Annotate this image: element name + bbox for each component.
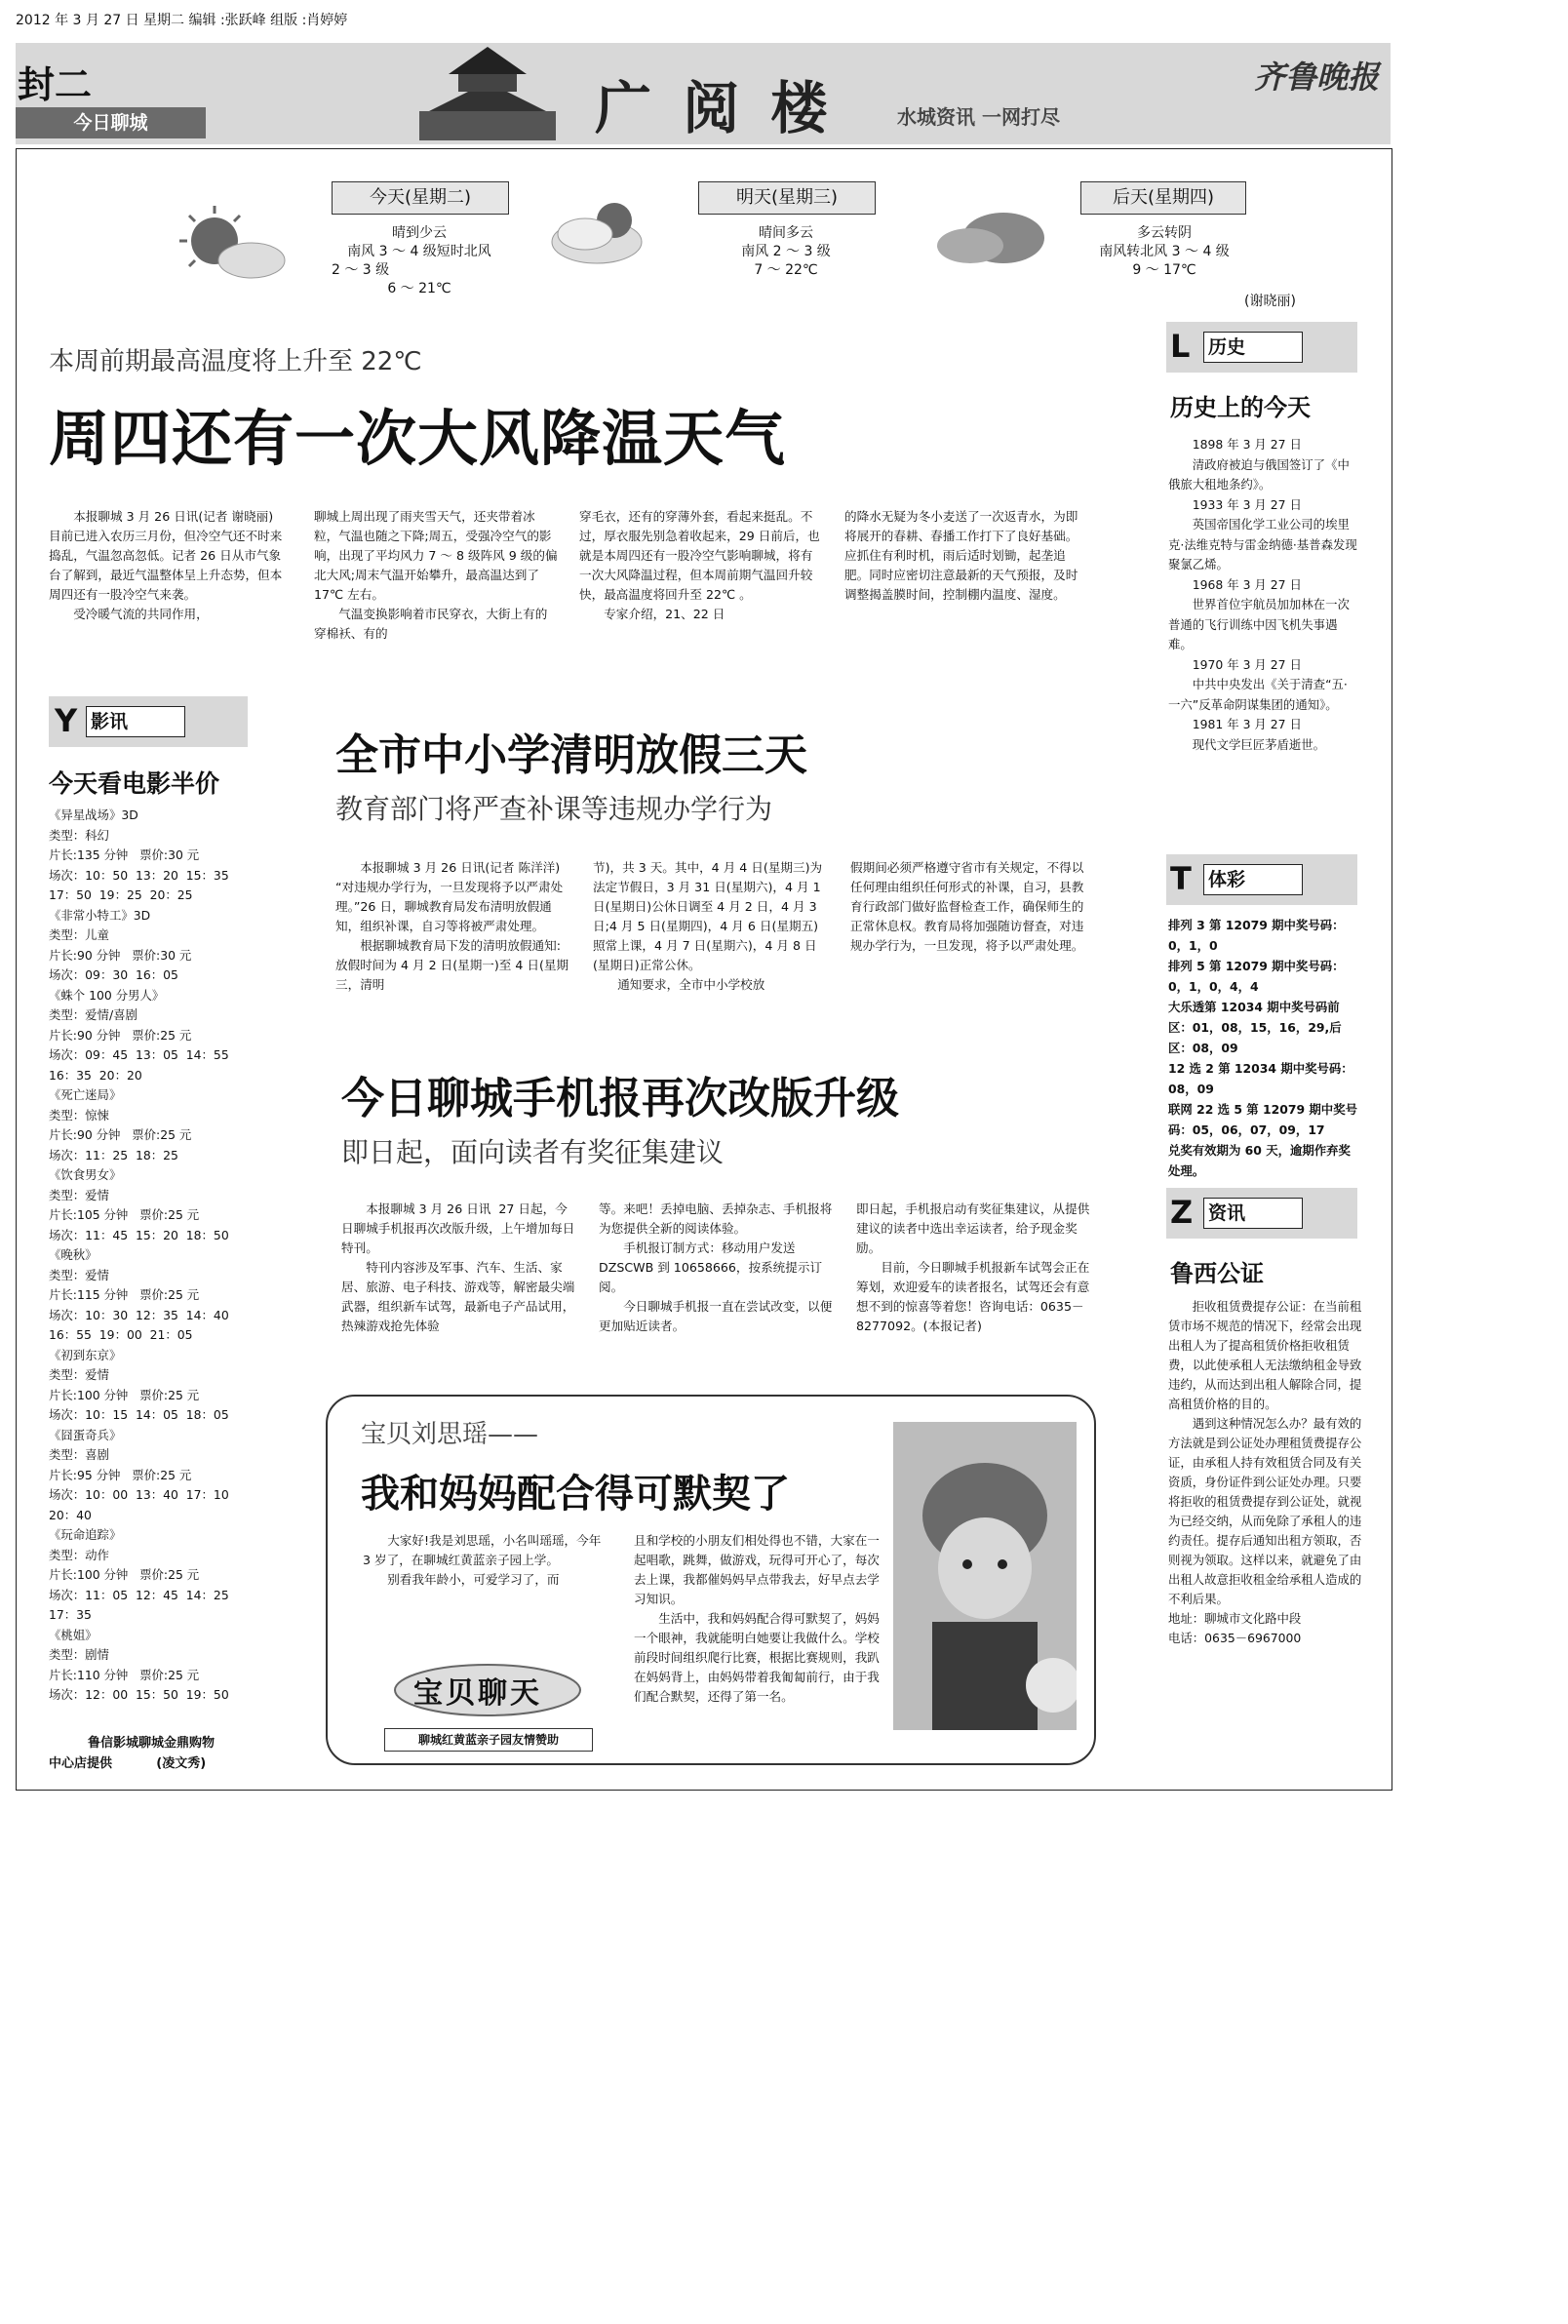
movie-line: 场次：10：50 13：20 15：35 xyxy=(49,867,229,883)
movie-line: 17：50 19：25 20：25 xyxy=(49,887,193,902)
movie-line: 片长:95 分钟 票价:25 元 xyxy=(49,1467,192,1482)
movie-line: 16：55 19：00 21：05 xyxy=(49,1327,193,1342)
holiday-column: 假期间必须严格遵守省市有关规定，不得以任何理由组织任何形式的补课，自习，县教育行政部门做好监督检查工作，确保师生的正常休息权。教育局将加强随访督查，对违规办学行为，一旦发现，将予以严肃处理。 xyxy=(850,860,1084,953)
sunny-cloud-icon xyxy=(176,200,293,292)
lead-headline: 周四还有一次大风降温天气 xyxy=(49,403,787,474)
notary-title: 鲁西公证 xyxy=(1170,1260,1264,1287)
history-title: 历史上的今天 xyxy=(1170,394,1311,421)
movie-line: 类型：喜剧 xyxy=(49,1447,109,1462)
section-name: 封二 xyxy=(18,63,93,106)
lead-column: 本报聊城 3 月 26 日讯(记者 谢晓丽) 目前已进入农历三月份，但冷空气还不时来捣乱，气温忽高忽低。记者 26 日从市气象台了解到，最近气温整体呈上升态势，但本周四还有一股冷空气来袭。 受冷暖气流的共同作用， xyxy=(49,509,283,621)
movie-line: 《非常小特工》3D xyxy=(49,907,151,923)
movie-line: 场次：12：00 15：50 19：50 xyxy=(49,1687,229,1702)
lead-column: 的降水无疑为冬小麦送了一次返青水，为即将展开的春耕、春播工作打下了良好基础。应抓住有利时机，雨后适时划锄，起垄追肥。同时应密切注意最新的天气预报，及时调整揭盖膜时间，控制棚内温度、湿度。 xyxy=(844,509,1078,602)
movie-line: 片长:90 分钟 票价:25 元 xyxy=(49,1127,192,1142)
movie-line: 片长:135 分钟 票价:30 元 xyxy=(49,847,200,862)
movie-line: 类型：科幻 xyxy=(49,827,109,843)
movie-line: 类型：爱情/喜剧 xyxy=(49,1007,137,1022)
movie-line: 《死亡迷局》 xyxy=(49,1087,122,1102)
movie-line: 片长:100 分钟 票价:25 元 xyxy=(49,1387,200,1402)
movie-line: 16：35 20：20 xyxy=(49,1067,142,1083)
movie-line: 场次：10：30 12：35 14：40 xyxy=(49,1307,229,1322)
forecast-day-after xyxy=(1047,224,1281,280)
banner-slogan: 水城资讯 一网打尽 xyxy=(897,105,1060,129)
movie-line: 类型：儿童 xyxy=(49,927,109,942)
movie-line: 场次：10：15 14：05 18：05 xyxy=(49,1407,229,1422)
movie-line: 《初到东京》 xyxy=(49,1347,122,1362)
brand-logo: 齐鲁晚报 xyxy=(1254,59,1380,96)
movie-line: 片长:115 分钟 票价:25 元 xyxy=(49,1287,200,1302)
baby-column: 且和学校的小朋友们相处得也不错，大家在一起唱歌，跳舞，做游戏，玩得可开心了，每次去上课，我都催妈妈早点带我去，好早点去学习知识。 生活中，我和妈妈配合得可默契了，妈妈一个眼神，我就能明白她要让我做什么。学校前段时间组织爬行比赛，根据比赛规则，我趴在妈妈背上，由妈妈带着我匍匐前行，由于我们配合默契，还得了第一名。 xyxy=(634,1533,880,1704)
movie-line: 片长:100 分钟 票价:25 元 xyxy=(49,1567,200,1582)
movie-credit: 中心店提供 (凌文秀) xyxy=(49,1756,207,1771)
movie-line: 场次：09：30 16：05 xyxy=(49,967,178,982)
movie-line: 片长:90 分钟 票价:30 元 xyxy=(49,947,192,963)
forecast-text: 多云转阴 xyxy=(1137,225,1192,241)
lottery-text: 排列 3 第 12079 期中奖号码：0，1，0 排列 5 第 12079 期中奖号码：0，1，0，4，4 大乐透第 12034 期中奖号码前区：01，08，15，16，29,后区：08，09 12 选 2 第 12034 期中奖号码：08，09 联网 22 选 5 第 12079 期中奖号码：05，06，07，09，17 兑奖有效期为 60 天，逾期作弃奖处理。 xyxy=(1168,918,1357,1178)
movie-line: 《晚秋》 xyxy=(49,1247,98,1262)
day-label-day-after: 后天(星期四) xyxy=(1080,181,1246,215)
forecast-today xyxy=(302,224,536,298)
sponsor-note: 聊城红黄蓝亲子园友情赞助 xyxy=(384,1728,593,1752)
mobile-column: 即日起，手机报启动有奖征集建议，从提供建议的读者中选出幸运读者，给予现金奖励。 目前，今日聊城手机报新车试驾会正在筹划，欢迎爱车的读者报名，试驾还会有意想不到的惊喜等着您！咨询电话：0635－8277092。(本报记者) xyxy=(856,1201,1090,1333)
movie-line: 场次：11：45 15：20 18：50 xyxy=(49,1227,229,1242)
movie-line: 类型：剧情 xyxy=(49,1647,109,1662)
movie-line: 类型：爱情 xyxy=(49,1267,109,1282)
forecast-text: 晴间多云 xyxy=(759,225,813,241)
forecast-text: 6 ～ 21℃ xyxy=(387,281,451,296)
movie-line: 20：40 xyxy=(49,1507,92,1522)
weather-credit: (谢晓丽) xyxy=(1244,294,1296,309)
forecast-text: 7 ～ 22℃ xyxy=(754,262,818,278)
holiday-column: 本报聊城 3 月 26 日讯(记者 陈洋洋) “对违规办学行为，一旦发现将予以严肃处理。”26 日，聊城教育局发布清明放假通知，组织补课，自习等将被严肃处理。 根据聊城教育局下发的清明放假通知:放假时间为 4 月 2 日(星期一)至 4 日(星期三，清明 xyxy=(335,860,569,992)
forecast-text: 南风 3 ～ 4 级短时北风 xyxy=(347,244,491,259)
section-letter: L xyxy=(1170,328,1191,365)
dateline: 2012 年 3 月 27 日 星期二 编辑 :张跃峰 组版 :肖婷婷 xyxy=(16,13,348,28)
mobile-subhead: 即日起，面向读者有奖征集建议 xyxy=(341,1136,725,1168)
movie-line: 类型：惊悚 xyxy=(49,1107,109,1123)
notary-text: 拒收租赁费提存公证：在当前租赁市场不规范的情况下，经常会出现出租人为了提高租赁价格拒收租赁费，以此使承租人无法缴纳租金导致违约，从而达到出租人解除合同，提高租赁价格的目的。 遇到这种情况怎么办？最有效的方法就是到公证处办理租赁费提存公证，由承租人持有效租赁合同及有关资质，身份证件到公证处办理。只要将拒收的租赁费提存到公证处，就视为已经交纳，从而免除了承租人的违约责任。提存后通知出租方领取，否则视为领取。这样以来，就避免了由出租人故意拒收租金给承租人造成的不利后果。 地址：聊城市文化路中段 电话：0635－6967000 xyxy=(1168,1299,1362,1645)
section-letter: Y xyxy=(55,702,78,739)
section-letter: T xyxy=(1170,860,1192,897)
movie-line: 片长:110 分钟 票价:25 元 xyxy=(49,1667,200,1682)
movie-line: 《饮食男女》 xyxy=(49,1167,122,1182)
subsection-badge: 今日聊城 xyxy=(16,107,206,138)
banner-title: 广 阅 楼 xyxy=(595,75,834,141)
movie-line: 《玩命追踪》 xyxy=(49,1527,122,1542)
forecast-text: 南风 2 ～ 3 级 xyxy=(741,244,831,259)
forecast-tomorrow xyxy=(669,224,903,280)
movie-title: 今天看电影半价 xyxy=(49,769,220,798)
forecast-text: 9 ～ 17℃ xyxy=(1132,262,1196,278)
day-label-today: 今天(星期二) xyxy=(332,181,509,215)
holiday-subhead: 教育部门将严查补课等违规办学行为 xyxy=(335,793,773,825)
movie-line: 场次：10：00 13：40 17：10 xyxy=(49,1487,229,1502)
movie-line: 场次：11：25 18：25 xyxy=(49,1147,178,1162)
baby-headline: 我和妈妈配合得可默契了 xyxy=(361,1472,790,1517)
holiday-column: 节)，共 3 天。其中，4 月 4 日(星期三)为法定节假日，3 月 31 日(星期六)，4 月 1 日(星期日)公休日调至 4 月 2 日，4 月 3 日;4 月 5 日(星期四)，4 月 6 日(星期五)照常上课，4 月 7 日(星期六)，4 月 8 日(星期日)正常公休。 通知要求，全市中小学校放 xyxy=(593,860,823,992)
section-label: 资讯 xyxy=(1203,1198,1303,1229)
tower-illustration xyxy=(390,43,585,140)
movie-line: 《桃姐》 xyxy=(49,1627,98,1642)
child-photo xyxy=(893,1422,1077,1730)
movie-line: 类型：爱情 xyxy=(49,1367,109,1382)
movie-line: 片长:105 分钟 票价:25 元 xyxy=(49,1207,200,1222)
movie-line: 《囧蛋奇兵》 xyxy=(49,1427,122,1442)
cloud-icon xyxy=(931,195,1058,277)
section-label: 体彩 xyxy=(1203,864,1303,895)
lead-kicker: 本周前期最高温度将上升至 22℃ xyxy=(49,347,422,376)
section-letter: Z xyxy=(1170,1194,1194,1231)
movie-list xyxy=(49,806,273,1706)
movie-line: 场次：11：05 12：45 14：25 xyxy=(49,1587,229,1602)
baby-chat-logo xyxy=(390,1653,585,1721)
forecast-text: 南风转北风 3 ～ 4 级 xyxy=(1099,244,1230,259)
section-label: 影讯 xyxy=(86,706,185,737)
movie-line: 类型：动作 xyxy=(49,1547,109,1562)
lead-column: 穿毛衣，还有的穿薄外套，看起来挺乱。不过，厚衣服先别急着收起来，29 日前后，也就是本周四还有一股冷空气影响聊城，将有一次大风降温过程，但本周前期气温回升较快，最高温度将回升至 22℃ 。 专家介绍，21、22 日 xyxy=(579,509,820,621)
sun-cloud-icon xyxy=(546,185,673,277)
movie-line: 《蛛个 100 分男人》 xyxy=(49,987,165,1003)
baby-kicker: 宝贝刘思瑶—— xyxy=(361,1420,539,1449)
day-label-tomorrow: 明天(星期三) xyxy=(698,181,876,215)
movie-line: 场次：09：45 13：05 14：55 xyxy=(49,1047,229,1062)
forecast-text: 2 ～ 3 级 xyxy=(332,262,390,278)
movie-credit: 鲁信影城聊城金鼎购物 xyxy=(88,1736,216,1751)
history-text: 1898 年 3 月 27 日 清政府被迫与俄国签订了《中俄旅大租地条约》。 1933 年 3 月 27 日 英国帝国化学工业公司的埃里克·法维克特与雷金纳德·基普森发现聚氯乙烯。 1968 年 3 月 27 日 世界首位宇航员加加林在一次普通的飞行训练中因飞机失事遇难。 1970 年 3 月 27 日 中共中央发出《关于清查“五·一六”反革命阴谋集团的通知》。 1981 年 3 月 27 日 现代文学巨匠茅盾逝世。 xyxy=(1168,437,1357,752)
mobile-headline: 今日聊城手机报再次改版升级 xyxy=(341,1074,899,1123)
holiday-headline: 全市中小学清明放假三天 xyxy=(335,730,807,780)
movie-line: 17：35 xyxy=(49,1607,92,1622)
movie-line: 片长:90 分钟 票价:25 元 xyxy=(49,1027,192,1043)
lead-column: 聊城上周出现了雨夹雪天气，还夹带着冰粒，气温也随之下降;周五，受强冷空气的影响，出现了平均风力 7 ～ 8 级阵风 9 级的偏北大风;周末气温开始攀升，最高温达到了 17℃ 左右。 气温变换影响着市民穿衣，大街上有的穿棉袄、有的 xyxy=(314,509,558,641)
movie-line: 《异星战场》3D xyxy=(49,807,138,822)
mobile-column: 等。来吧！丢掉电脑、丢掉杂志、手机报将为您提供全新的阅读体验。 手机报订制方式：移动用户发送 DZSCWB 到 10658666，按系统提示订阅。 今日聊城手机报一直在尝试改变，以便更加贴近读者。 xyxy=(599,1201,833,1333)
mobile-column: 本报聊城 3 月 26 日讯 27 日起，今日聊城手机报再次改版升级，上午增加每日特刊。 特刊内容涉及军事、汽车、生活、家居、旅游、电子科技、游戏等，解密最尖端武器，组织新车试驾，最新电子产品试用，热辣游戏抢先体验 xyxy=(341,1201,575,1333)
forecast-text: 晴到少云 xyxy=(392,225,447,241)
section-label: 历史 xyxy=(1203,332,1303,363)
movie-line: 类型：爱情 xyxy=(49,1187,109,1202)
baby-chat-logo-text: 宝贝聊天 xyxy=(413,1676,542,1711)
baby-column: 大家好!我是刘思瑶，小名叫瑶瑶，今年 3 岁了，在聊城红黄蓝亲子园上学。 别看我年龄小，可爱学习了，而 xyxy=(363,1533,602,1587)
